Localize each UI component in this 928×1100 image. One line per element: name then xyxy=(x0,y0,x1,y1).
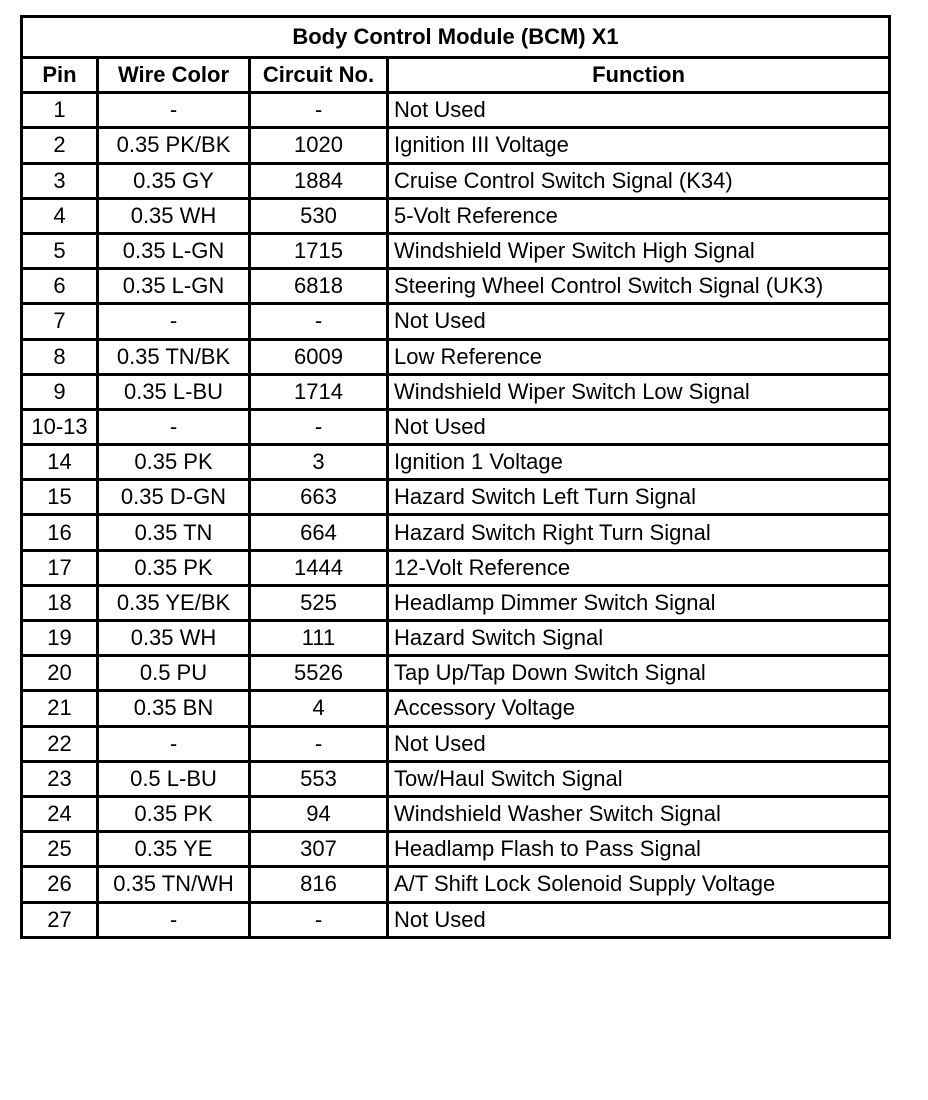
table-row xyxy=(22,269,890,304)
function-cell: Windshield Wiper Switch High Signal xyxy=(388,233,890,268)
wire-color-cell: 0.35 PK xyxy=(98,796,250,831)
pin-cell: 19 xyxy=(22,621,98,656)
wire-color-cell: 0.35 TN/WH xyxy=(98,867,250,902)
table-row xyxy=(22,339,890,374)
wire-color-cell: 0.35 PK xyxy=(98,550,250,585)
table-row xyxy=(22,198,890,233)
wire-color-cell: 0.35 L-GN xyxy=(98,269,250,304)
table-row xyxy=(22,832,890,867)
pin-cell: 8 xyxy=(22,339,98,374)
table-row xyxy=(22,93,890,128)
pin-cell: 5 xyxy=(22,233,98,268)
table-row xyxy=(22,585,890,620)
function-cell: Not Used xyxy=(388,902,890,937)
table-row xyxy=(22,621,890,656)
title-row xyxy=(22,17,890,58)
table-body xyxy=(22,93,890,938)
table-title: Body Control Module (BCM) X1 xyxy=(22,17,890,58)
header-row xyxy=(22,58,890,93)
circuit-no-cell: 663 xyxy=(250,480,388,515)
function-cell: Headlamp Dimmer Switch Signal xyxy=(388,585,890,620)
function-cell: Ignition III Voltage xyxy=(388,128,890,163)
table-row xyxy=(22,163,890,198)
function-cell: Not Used xyxy=(388,409,890,444)
table-row xyxy=(22,409,890,444)
function-cell: Windshield Washer Switch Signal xyxy=(388,796,890,831)
pin-cell: 23 xyxy=(22,761,98,796)
wire-color-cell: 0.35 WH xyxy=(98,621,250,656)
wire-color-cell: 0.35 TN/BK xyxy=(98,339,250,374)
wire-color-cell: 0.35 PK/BK xyxy=(98,128,250,163)
table-row xyxy=(22,445,890,480)
circuit-no-cell: 530 xyxy=(250,198,388,233)
wire-color-cell: 0.35 L-BU xyxy=(98,374,250,409)
function-cell: Hazard Switch Left Turn Signal xyxy=(388,480,890,515)
function-cell: Steering Wheel Control Switch Signal (UK3) xyxy=(388,269,890,304)
table-row xyxy=(22,902,890,937)
pin-cell: 26 xyxy=(22,867,98,902)
pin-cell: 10-13 xyxy=(22,409,98,444)
wire-color-cell: 0.5 L-BU xyxy=(98,761,250,796)
pin-cell: 27 xyxy=(22,902,98,937)
wire-color-cell: 0.35 YE/BK xyxy=(98,585,250,620)
circuit-no-cell: 5526 xyxy=(250,656,388,691)
pin-cell: 15 xyxy=(22,480,98,515)
pin-cell: 9 xyxy=(22,374,98,409)
table-row xyxy=(22,796,890,831)
circuit-no-cell: 1715 xyxy=(250,233,388,268)
header-pin: Pin xyxy=(22,58,98,93)
wire-color-cell: 0.35 TN xyxy=(98,515,250,550)
table-row xyxy=(22,304,890,339)
circuit-no-cell: 4 xyxy=(250,691,388,726)
circuit-no-cell: 1714 xyxy=(250,374,388,409)
pin-cell: 22 xyxy=(22,726,98,761)
function-cell: Low Reference xyxy=(388,339,890,374)
wire-color-cell: - xyxy=(98,93,250,128)
function-cell: Tow/Haul Switch Signal xyxy=(388,761,890,796)
connector-table-container xyxy=(20,15,891,939)
pin-cell: 4 xyxy=(22,198,98,233)
function-cell: A/T Shift Lock Solenoid Supply Voltage xyxy=(388,867,890,902)
function-cell: Not Used xyxy=(388,726,890,761)
pin-cell: 21 xyxy=(22,691,98,726)
table-row xyxy=(22,374,890,409)
pin-cell: 3 xyxy=(22,163,98,198)
function-cell: 5-Volt Reference xyxy=(388,198,890,233)
circuit-no-cell: 307 xyxy=(250,832,388,867)
circuit-no-cell: - xyxy=(250,304,388,339)
circuit-no-cell: 1020 xyxy=(250,128,388,163)
function-cell: Cruise Control Switch Signal (K34) xyxy=(388,163,890,198)
circuit-no-cell: 6818 xyxy=(250,269,388,304)
wire-color-cell: 0.35 L-GN xyxy=(98,233,250,268)
circuit-no-cell: 664 xyxy=(250,515,388,550)
circuit-no-cell: 94 xyxy=(250,796,388,831)
function-cell: Headlamp Flash to Pass Signal xyxy=(388,832,890,867)
table-row xyxy=(22,128,890,163)
table-row xyxy=(22,233,890,268)
pin-cell: 14 xyxy=(22,445,98,480)
function-cell: Ignition 1 Voltage xyxy=(388,445,890,480)
circuit-no-cell: 1884 xyxy=(250,163,388,198)
circuit-no-cell: 111 xyxy=(250,621,388,656)
function-cell: Accessory Voltage xyxy=(388,691,890,726)
circuit-no-cell: - xyxy=(250,902,388,937)
wire-color-cell: - xyxy=(98,726,250,761)
table-row xyxy=(22,867,890,902)
function-cell: Not Used xyxy=(388,93,890,128)
circuit-no-cell: 3 xyxy=(250,445,388,480)
header-function: Function xyxy=(388,58,890,93)
wire-color-cell: - xyxy=(98,409,250,444)
connector-pinout-table xyxy=(20,15,891,939)
circuit-no-cell: 6009 xyxy=(250,339,388,374)
pin-cell: 2 xyxy=(22,128,98,163)
pin-cell: 16 xyxy=(22,515,98,550)
header-circuit-no: Circuit No. xyxy=(250,58,388,93)
pin-cell: 1 xyxy=(22,93,98,128)
table-row xyxy=(22,480,890,515)
wire-color-cell: 0.35 BN xyxy=(98,691,250,726)
circuit-no-cell: - xyxy=(250,93,388,128)
circuit-no-cell: - xyxy=(250,726,388,761)
table-row xyxy=(22,761,890,796)
circuit-no-cell: 553 xyxy=(250,761,388,796)
wire-color-cell: 0.35 GY xyxy=(98,163,250,198)
pin-cell: 7 xyxy=(22,304,98,339)
circuit-no-cell: 1444 xyxy=(250,550,388,585)
function-cell: Tap Up/Tap Down Switch Signal xyxy=(388,656,890,691)
pin-cell: 18 xyxy=(22,585,98,620)
pin-cell: 6 xyxy=(22,269,98,304)
wire-color-cell: 0.35 PK xyxy=(98,445,250,480)
wire-color-cell: 0.35 YE xyxy=(98,832,250,867)
function-cell: 12-Volt Reference xyxy=(388,550,890,585)
function-cell: Hazard Switch Right Turn Signal xyxy=(388,515,890,550)
pin-cell: 17 xyxy=(22,550,98,585)
wire-color-cell: 0.5 PU xyxy=(98,656,250,691)
pin-cell: 20 xyxy=(22,656,98,691)
wire-color-cell: 0.35 D-GN xyxy=(98,480,250,515)
function-cell: Hazard Switch Signal xyxy=(388,621,890,656)
function-cell: Windshield Wiper Switch Low Signal xyxy=(388,374,890,409)
wire-color-cell: 0.35 WH xyxy=(98,198,250,233)
table-row xyxy=(22,656,890,691)
wire-color-cell: - xyxy=(98,902,250,937)
wire-color-cell: - xyxy=(98,304,250,339)
pin-cell: 25 xyxy=(22,832,98,867)
table-row xyxy=(22,691,890,726)
table-row xyxy=(22,726,890,761)
circuit-no-cell: 525 xyxy=(250,585,388,620)
circuit-no-cell: - xyxy=(250,409,388,444)
table-row xyxy=(22,515,890,550)
function-cell: Not Used xyxy=(388,304,890,339)
circuit-no-cell: 816 xyxy=(250,867,388,902)
header-wire-color: Wire Color xyxy=(98,58,250,93)
pin-cell: 24 xyxy=(22,796,98,831)
table-row xyxy=(22,550,890,585)
